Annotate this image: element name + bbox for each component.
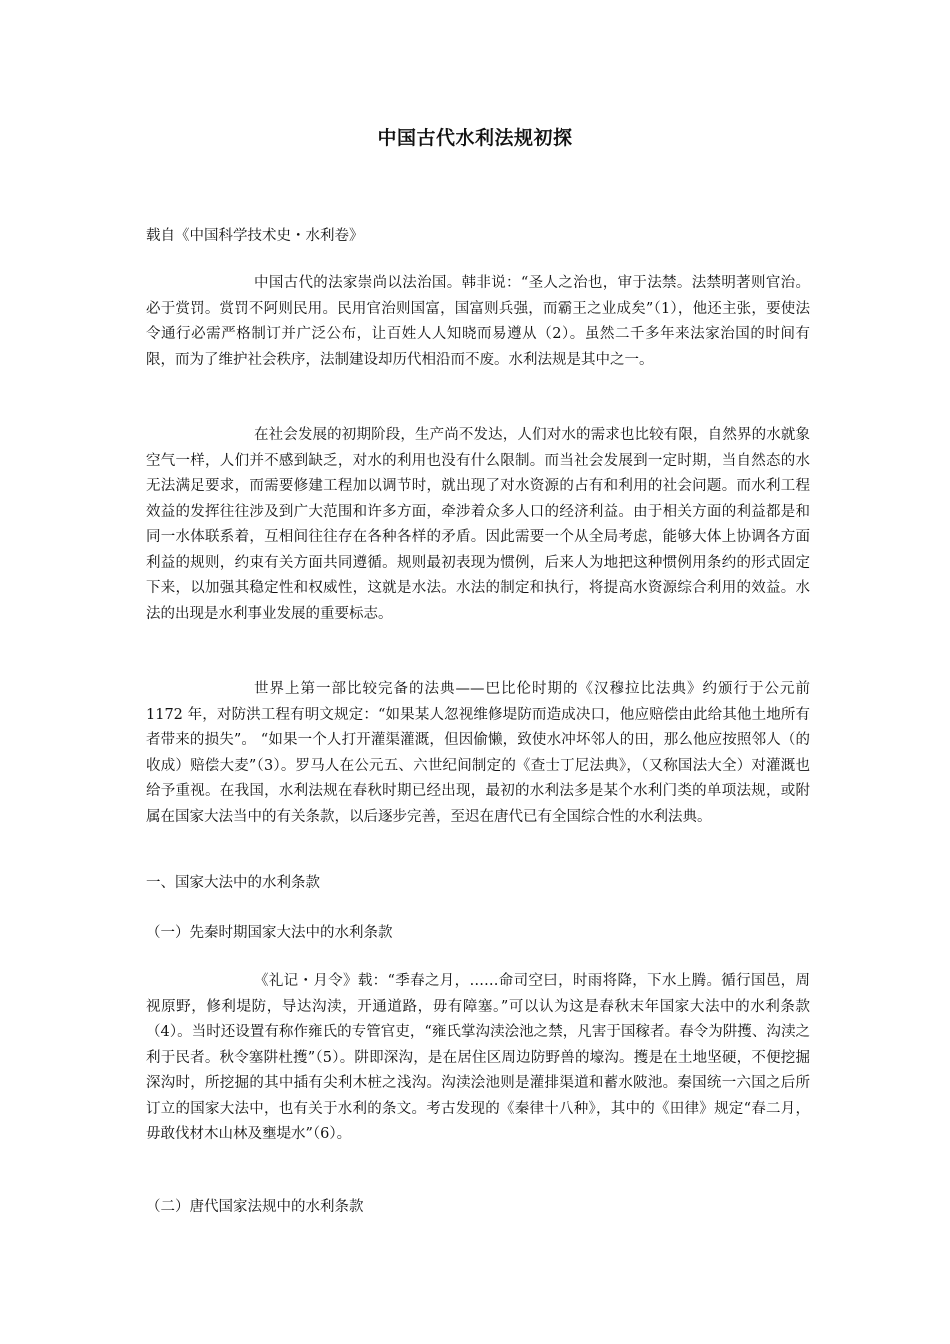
paragraph-intro: 中国古代的法家崇尚以法治国。韩非说：“圣人之治也，审于法禁。法禁明著则官治。必于赏罚。赏罚不阿则民用。民用官治则国富，国富则兵强，而霸王之业成矣”（1），他还主张，要使法令通行必需严格制订并广泛公布，让百姓人人知晓而易遵从（2）。虽然二千多年来法家治国的时间有限，而为了维护社会秩序，法制建设却历代相沿而不废。水利法规是其中之一。 (146, 275, 810, 368)
subsection-heading-1: （一）先秦时期国家大法中的水利条款 (146, 925, 393, 941)
paragraph-water-law-origin: 在社会发展的初期阶段，生产尚不发达，人们对水的需求也比较有限，自然界的水就象空气一样，人们并不感到缺乏，对水的利用也没有什么限制。而当社会发展到一定时期，当自然态的水无法满足要求，而需要修建工程加以调节时，就出现了对水资源的占有和利用的社会问题。而水利工程效益的发挥往往涉及到广大范围和许多方面，牵涉着众多人口的经济利益。由于相关方面的利益都是和同一水体联系着，互相间往往存在各种各样的矛盾。因此需要一个从全局考虑，能够大体上协调各方面利益的规则，约束有关方面共同遵循。规则最初表现为惯例，后来人为地把这种惯例用条约的形式固定下来，以加强其稳定性和权威性，这就是水法。水法的制定和执行，将提高水资源综合利用的效益。水法的出现是水利事业发展的重要标志。 (146, 427, 810, 622)
subsection-heading-2: （二）唐代国家法规中的水利条款 (146, 1199, 364, 1215)
paragraph-pre-qin: 《礼记・月令》载：“季春之月，……命司空曰，时雨将降，下水上腾。循行国邑，周视原野，修利堤防，导达沟渎，开通道路，毋有障塞。”可以认为这是春秋末年国家大法中的水利条款（4）。当时还设置有称作雍氏的专管官吏，“雍氏掌沟渎浍池之禁，凡害于国稼者。春令为阱擭、沟渎之利于民者。秋令塞阱杜擭”（5）。阱即深沟，是在居住区周边防野兽的壕沟。擭是在土地坚硬，不便挖掘深沟时，所挖掘的其中插有尖利木桩之浅沟。沟渎浍池则是灌排渠道和蓄水陂池。秦国统一六国之后所订立的国家大法中，也有关于水利的条文。考古发现的《秦律十八种》，其中的《田律》规定“春二月，毋敢伐材木山林及壅堤水”（6）。 (146, 973, 810, 1142)
document-title: 中国古代水利法规初探 (377, 127, 573, 149)
source-line: 载自《中国科学技术史・水利卷》 (146, 228, 364, 244)
paragraph-world-codes: 世界上第一部比较完备的法典——巴比伦时期的《汉穆拉比法典》约颁行于公元前 1172 年，对防洪工程有明文规定：“如果某人忽视维修堤防而造成决口，他应赔偿由此给其他土地所有者带来的损失”。 “如果一个人打开灌渠灌溉，但因偷懒，致使水冲坏邻人的田，那么他应按照邻人（的收成）赔偿大麦”（3）。罗马人在公元五、六世纪间制定的《查士丁尼法典》，（又称国法大全）对灌溉也给予重视。在我国，水利法规在春秋时期已经出现，最初的水利法多是某个水利门类的单项法规，或附属在国家大法当中的有关条款，以后逐步完善，至迟在唐代已有全国综合性的水利法典。 (146, 681, 810, 825)
section-heading-1: 一、国家大法中的水利条款 (146, 875, 320, 891)
